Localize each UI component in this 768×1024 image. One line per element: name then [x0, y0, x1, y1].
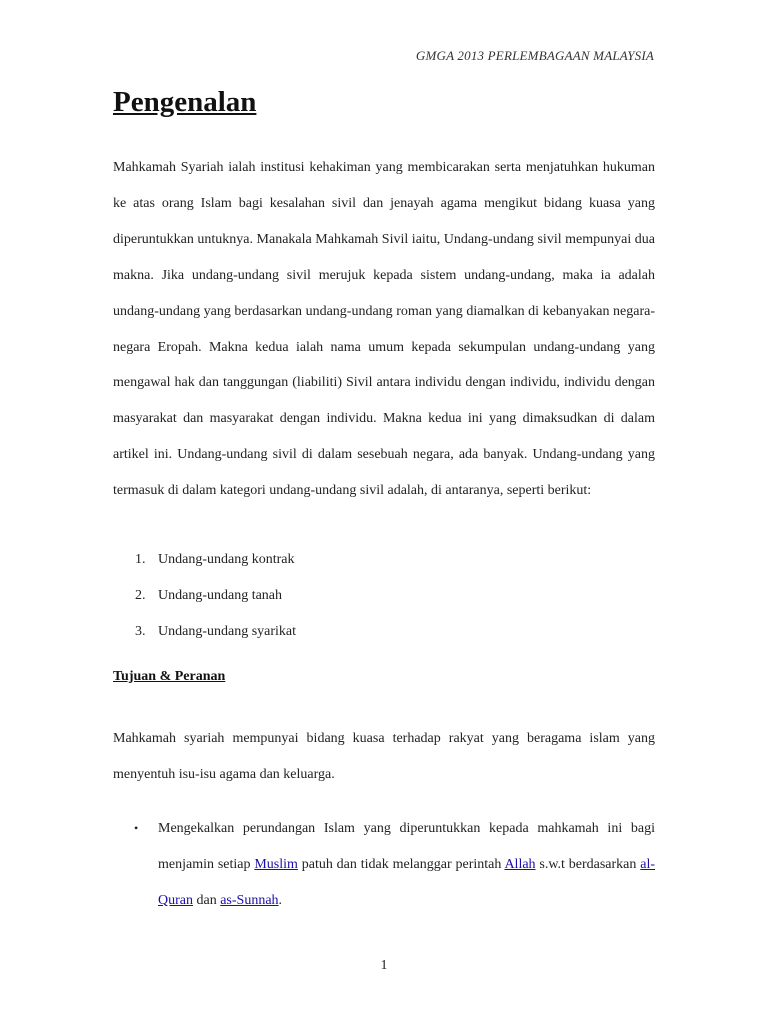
numbered-list	[113, 542, 655, 650]
bullet-text: dan	[193, 892, 221, 908]
bullet-text: Mengekalkan perundangan Islam yang diperuntukkan kepada mahkamah ini bagi menjamin setiap	[158, 821, 655, 872]
bullet-list	[113, 811, 655, 919]
list-item-text: Undang-undang kontrak	[158, 552, 295, 567]
list-number: 1.	[135, 552, 146, 567]
list-item-text: Undang-undang syarikat	[158, 623, 297, 639]
list-item	[113, 614, 655, 650]
bullet-text: patuh dan tidak melanggar perintah	[297, 856, 505, 872]
list-number: 3.	[135, 623, 146, 639]
list-item	[113, 542, 655, 578]
list-item	[113, 578, 655, 614]
link-al-quran[interactable]: al-Quran	[158, 856, 655, 908]
bullet-text: s.w.t berdasarkan	[535, 856, 641, 872]
section-heading: Tujuan & Peranan	[113, 669, 226, 684]
bullet-icon: •	[134, 821, 139, 835]
section-paragraph: Mahkamah syariah mempunyai bidang kuasa terhadap rakyat yang beragama islam yang menyentuh isu-isu agama dan keluarga.	[113, 731, 655, 782]
page-title: Pengenalan	[113, 86, 257, 118]
page-number: 1	[380, 958, 388, 973]
intro-paragraph: Mahkamah Syariah ialah institusi kehakiman yang membicarakan serta menjatuhkan hukuman ke atas orang Islam bagi kesalahan sivil dan jenayah agama mengikut bidang kuasa yang diperuntukkan untuknya. Manakala Mahkamah Sivil iaitu, Undang-undang sivil mempunyai dua makna. Jika undang-undang sivil merujuk kepada sistem undang-undang, maka ia adalah undang-undang yang berdasarkan undang-undang roman yang diamalkan di kebanyakan negara-negara Eropah. Makna kedua ialah nama umum kepada sekumpulan undang-undang yang mengawal hak dan tanggungan (liabiliti) Sivil antara individu dengan individu, individu dengan masyarakat dan masyarakat dengan individu. Makna kedua ini yang dimaksudkan di dalam artikel ini. Undang-undang sivil di dalam sesebuah negara, ada banyak. Undang-undang yang termasuk di dalam kategori undang-undang sivil adalah, di antaranya, seperti berikut:	[113, 160, 655, 499]
page-header: GMGA 2013 PERLEMBAGAAN MALAYSIA	[415, 48, 654, 63]
list-item-text: Undang-undang tanah	[158, 587, 283, 603]
link-allah[interactable]: Allah	[504, 856, 536, 872]
bullet-item	[113, 811, 655, 919]
list-number: 2.	[135, 587, 146, 603]
link-as-sunnah[interactable]: as-Sunnah	[220, 892, 279, 908]
bullet-text: .	[278, 892, 283, 908]
link-muslim[interactable]: Muslim	[254, 856, 298, 872]
